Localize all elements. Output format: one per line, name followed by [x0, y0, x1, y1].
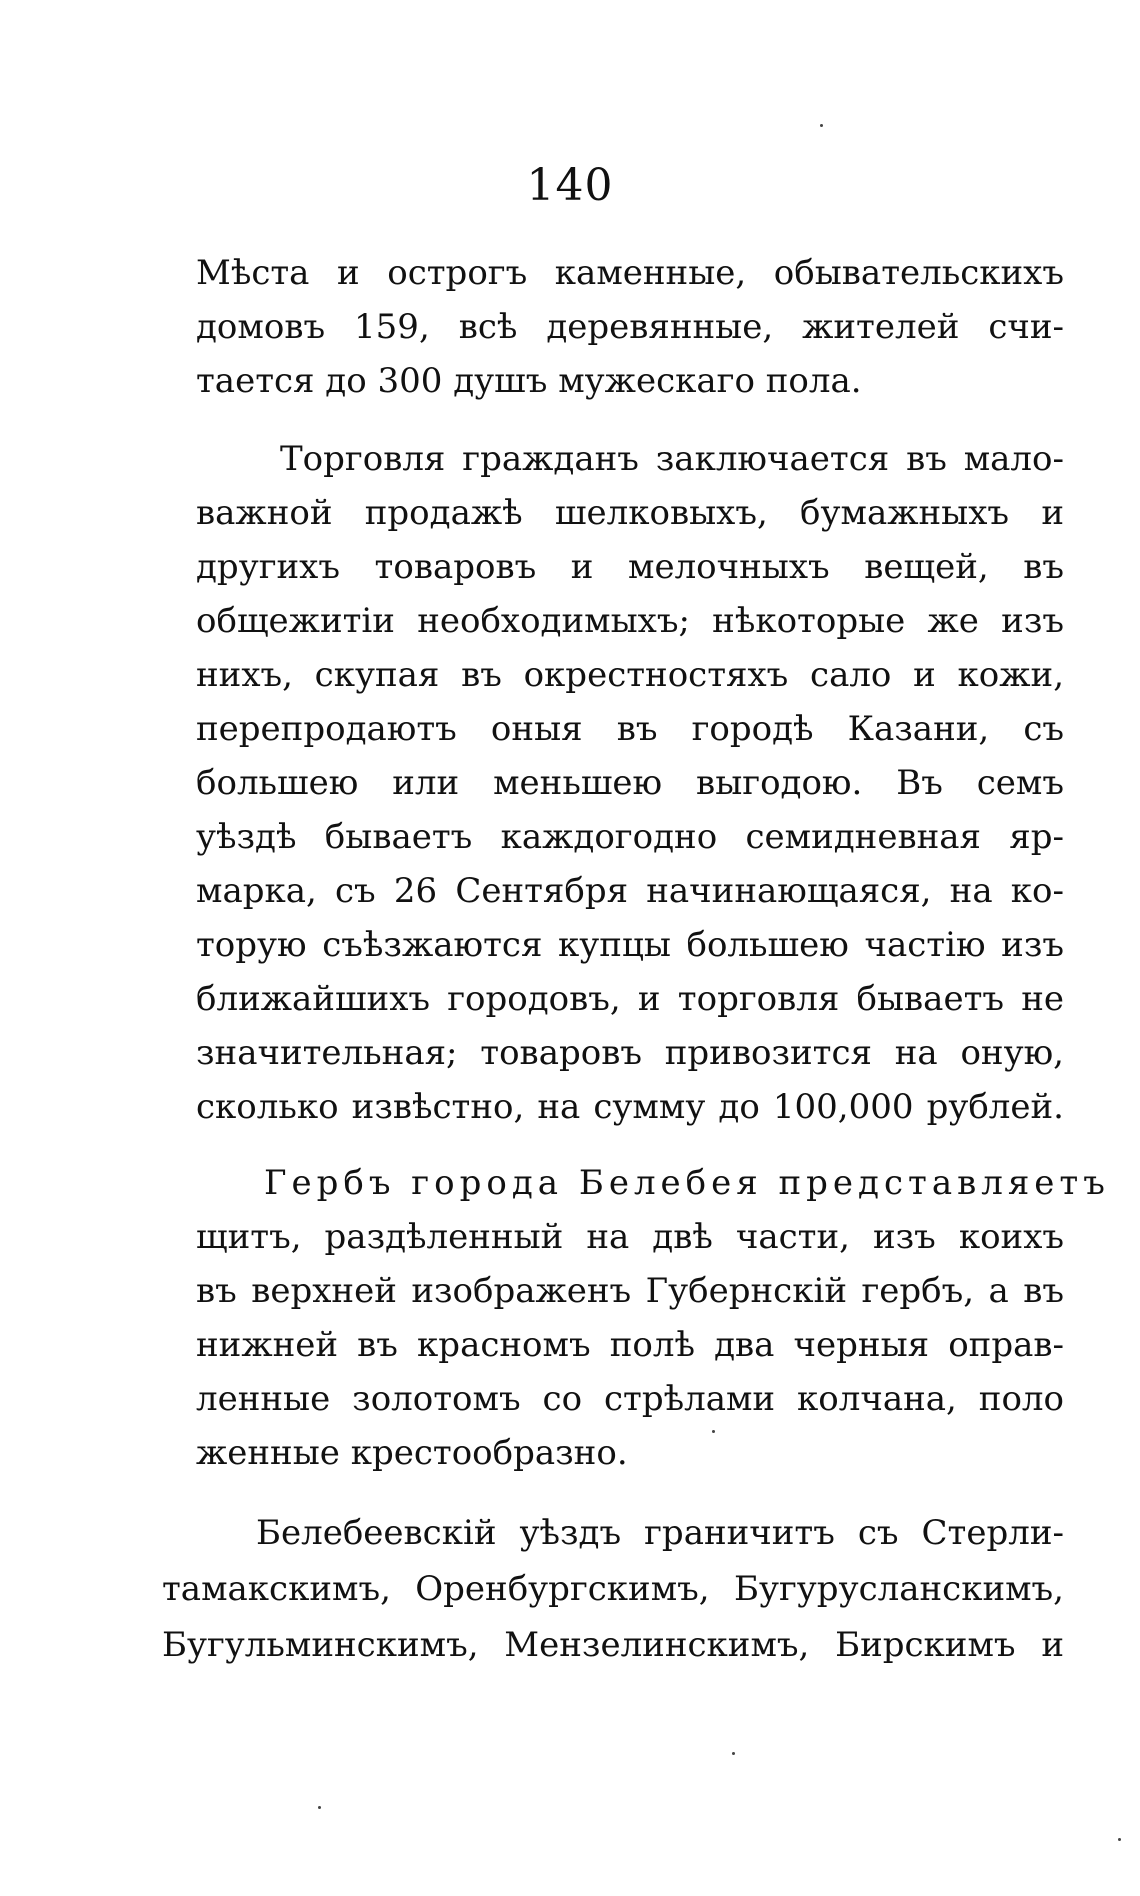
text-line: тается до 300 душъ мужескаго пола. — [196, 361, 862, 401]
text-line: домовъ 159, всѣ деревянные, жителей счи- — [196, 307, 1064, 347]
text-line: ближайшихъ городовъ, и торговля бываетъ не — [196, 979, 1064, 1019]
scan-speck — [1118, 1838, 1121, 1841]
text-line: тамакскимъ, Оренбургскимъ, Бугурусланскимъ, — [162, 1569, 1064, 1609]
text-line: торую съѣзжаются купцы большею частію изъ — [196, 925, 1064, 965]
text-line: нижней въ красномъ полѣ два черныя оправ- — [196, 1325, 1064, 1365]
text-line: важной продажѣ шелковыхъ, бумажныхъ и — [196, 493, 1064, 533]
text-line: Мѣста и острогъ каменные, обывательскихъ — [196, 253, 1064, 293]
text-line: въ верхней изображенъ Губернскій гербъ, а въ — [196, 1271, 1064, 1311]
scan-speck — [712, 1430, 715, 1433]
text-line: Гербъ города Белебея представляетъ — [264, 1163, 1110, 1203]
text-line: другихъ товаровъ и мелочныхъ вещей, въ — [196, 547, 1064, 587]
text-line: сколько извѣстно, на сумму до 100,000 рублей. — [196, 1087, 1064, 1127]
text-line: щитъ, раздѣленный на двѣ части, изъ коихъ — [196, 1217, 1064, 1257]
scan-speck — [820, 124, 823, 127]
text-line: Белебеевскій уѣздъ граничитъ съ Стерли- — [256, 1513, 1064, 1553]
text-line: женные крестообразно. — [196, 1433, 628, 1473]
text-line: Бугульминскимъ, Мензелинскимъ, Бирскимъ и — [162, 1625, 1064, 1665]
text-line: нихъ, скупая въ окрестностяхъ сало и кожи, — [196, 655, 1064, 695]
text-line: уѣздѣ бываетъ каждогодно семидневная яр- — [196, 817, 1064, 857]
text-line: марка, съ 26 Сентября начинающаяся, на ко- — [196, 871, 1064, 911]
text-line: Торговля гражданъ заключается въ мало- — [280, 439, 1064, 479]
text-line: ленные золотомъ со стрѣлами колчана, поло — [196, 1379, 1064, 1419]
scan-speck — [318, 1806, 321, 1809]
scan-speck — [732, 1752, 735, 1755]
text-line: общежитіи необходимыхъ; нѣкоторые же изъ — [196, 601, 1064, 641]
text-line: перепродаютъ оныя въ городѣ Казани, съ — [196, 709, 1064, 749]
page-number: 140 — [526, 160, 614, 211]
text-line: большею или меньшею выгодою. Въ семъ — [196, 763, 1064, 803]
text-line: значительная; товаровъ привозится на оную, — [196, 1033, 1064, 1073]
